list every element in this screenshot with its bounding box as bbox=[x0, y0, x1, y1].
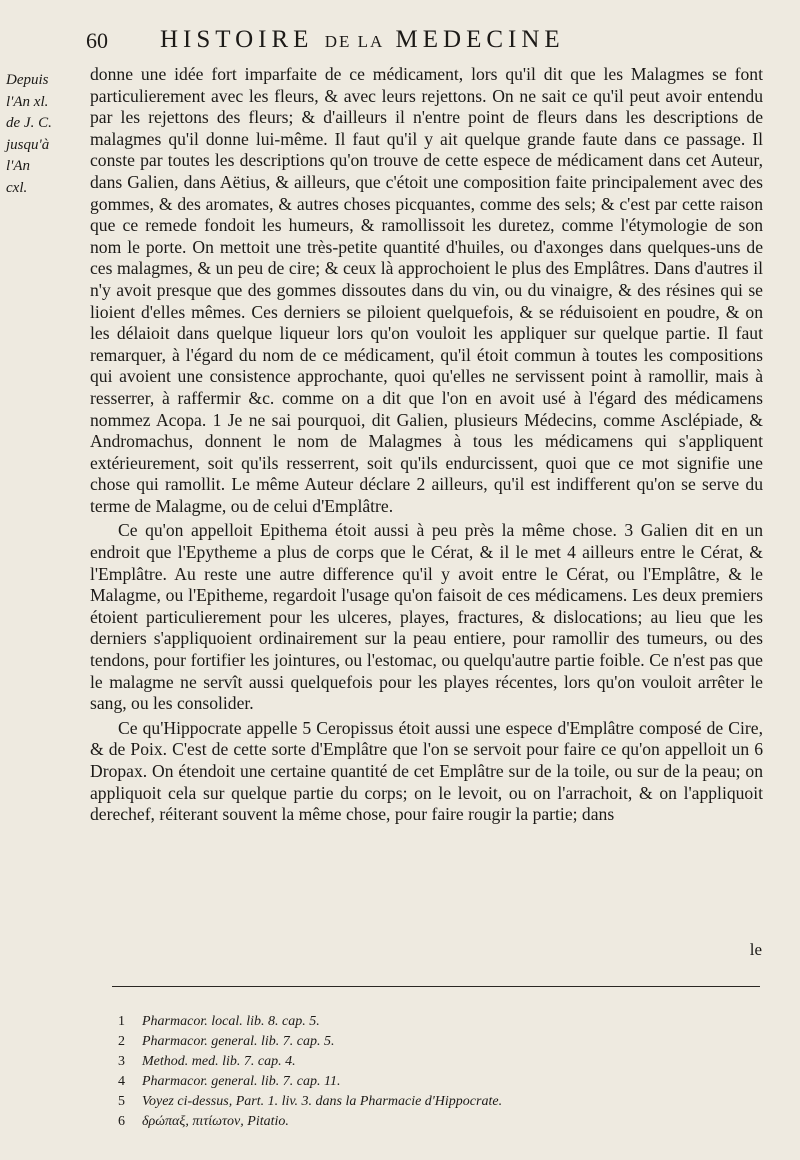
footnote-number: 5 bbox=[118, 1094, 125, 1109]
footnote-number: 2 bbox=[118, 1034, 125, 1049]
footnote-text: Method. med. lib. 7. cap. 4. bbox=[142, 1054, 296, 1069]
footnote-text: Pharmacor. general. lib. 7. cap. 5. bbox=[142, 1034, 335, 1049]
footnote-rule bbox=[112, 986, 760, 987]
margin-line: jusqu'à bbox=[6, 136, 50, 153]
running-header bbox=[86, 26, 690, 60]
running-title bbox=[160, 26, 565, 54]
main-text bbox=[90, 64, 763, 826]
page-number: 60 bbox=[86, 28, 108, 53]
footnote bbox=[118, 1092, 758, 1112]
margin-line: cxl. bbox=[6, 179, 28, 196]
footnote-number: 6 bbox=[118, 1114, 125, 1129]
paragraph: donne une idée fort imparfaite de ce médicament, lors qu'il dit que les Malagmes se font particulierement avec les fleurs, & avec leurs rejettons. On ne sait ce qu'il peut avoir entendu par les rejettons des fleurs; & d'ailleurs il n'entre point de fleurs dans les descriptions de malagmes qu'il donne lui-même. Il faut qu'il y ait quelque grande faute dans ce passage. Il conste par toutes les descriptions qu'on trouve de cette espece de médicament dans cet Auteur, dans Galien, dans Aëtius, & ailleurs, que c'étoit une composition faite principalement avec des gommes, & des aromates, & autres choses picquantes, comme des sels; & c'est par cette raison que ce remede fondoit les humeurs, & ramollissoit les duretez, comme l'étymologie de son nom le porte. On mettoit une très-petite quantité d'huiles, ou d'axonges dans quelques-uns de ces malagmes, & un peu de cire; & ceux là approchoient le plus des Emplâtres. Dans d'autres il n'y avoit presque que des gommes dissoutes dans du vin, ou du vinaigre, & des résines qui se lioient d'elles mêmes. Ces derniers se piloient quelquefois, & se réduisoient en poudre, & on les délaioit dans quelque liqueur lors qu'on vouloit les appliquer sur quelque partie. Il faut remarquer, à l'égard du nom de ce médicament, qu'il étoit commun à toutes les compositions qui avoient une consistence approchante, quoi qu'elles ne servissent point à ramollir, mais à resserrer, à raffermir &c. comme on a dit que l'on en avoit usé à l'égard des médicamens nommez Acopa. 1 Je ne sai pourquoi, dit Galien, plusieurs Médecins, comme Asclépiade, & Andromachus, donnent le nom de Malagmes à tous les médicamens qui s'appliquent extérieurement, soit qu'ils resserrent, soit qu'ils endurcissent, quoi que ce mot signifie une chose qui ramollit. Le même Auteur déclare 2 ailleurs, qu'il est indifferent qu'on se serve du terme de Malagme, ou de celui d'Emplâtre. bbox=[90, 64, 763, 516]
paragraph: Ce qu'on appelloit Epithema étoit aussi à peu près la même chose. 3 Galien dit en un endroit que l'Epytheme a plus de corps que le Cérat, & il le met 4 ailleurs entre le Cérat, & l'Emplâtre. Au reste une autre difference qu'il y avoit entre le Cérat, ou l'Emplâtre, & le Malagme, ou l'Epitheme, regardoit l'usage qu'on faisoit de ces médicamens. Les deux premiers étoient particulierement pour les ulceres, playes, fractures, & dislocations; au lieu que les derniers s'appliquoient ordinairement sur la peau entiere, pour ramollir des tumeurs, ou des tendons, pour fortifier les jointures, ou l'estomac, ou quelqu'autre partie foible. Ce n'est pas que le malagme ne servît aussi quelquefois pour les playes récentes, lors qu'on vouloit arrêter le sang, ou les consolider. bbox=[90, 520, 763, 714]
footnote-number: 1 bbox=[118, 1014, 125, 1029]
margin-date-note bbox=[6, 70, 90, 199]
footnote bbox=[118, 1052, 758, 1072]
paragraph: Ce qu'Hippocrate appelle 5 Ceropissus étoit aussi une espece d'Emplâtre composé de Cire, & de Poix. C'est de cette sorte d'Emplâtre que l'on se servoit pour faire ce qu'on appelloit un 6 Dropax. On étendoit une certaine quantité de cet Emplâtre sur de la toile, ou sur de la peau; on appliquoit cela sur quelque partie du corps; on le levoit, ou on l'arrachoit, & on l'appliquoit derechef, réiterant souvent la même chose, pour faire rougir la partie; dans bbox=[90, 717, 763, 825]
margin-line: Depuis bbox=[6, 72, 49, 88]
footnote bbox=[118, 1032, 758, 1052]
title-part-1: HISTOIRE bbox=[160, 26, 314, 53]
footnote-number: 3 bbox=[118, 1054, 125, 1069]
footnote bbox=[118, 1072, 758, 1092]
footnote-text: δρώπαξ, πιτίωτον, Pitatio. bbox=[142, 1114, 289, 1129]
footnote-text: Voyez ci-dessus, Part. 1. liv. 3. dans la Pharmacie d'Hippocrate. bbox=[142, 1094, 503, 1109]
footnote bbox=[118, 1112, 758, 1132]
footnote bbox=[118, 1012, 758, 1032]
title-join: DE LA bbox=[324, 32, 385, 51]
footnote-number: 4 bbox=[118, 1074, 125, 1089]
title-part-2: MEDECINE bbox=[395, 26, 565, 53]
margin-line: de J. C. bbox=[6, 115, 52, 131]
margin-line: l'An xl. bbox=[6, 93, 49, 110]
margin-line: l'An bbox=[6, 158, 31, 174]
catchword: le bbox=[749, 940, 762, 959]
footnotes bbox=[118, 1012, 758, 1132]
footnote-text: Pharmacor. general. lib. 7. cap. 11. bbox=[142, 1074, 341, 1089]
footnote-text: Pharmacor. local. lib. 8. cap. 5. bbox=[142, 1014, 320, 1029]
